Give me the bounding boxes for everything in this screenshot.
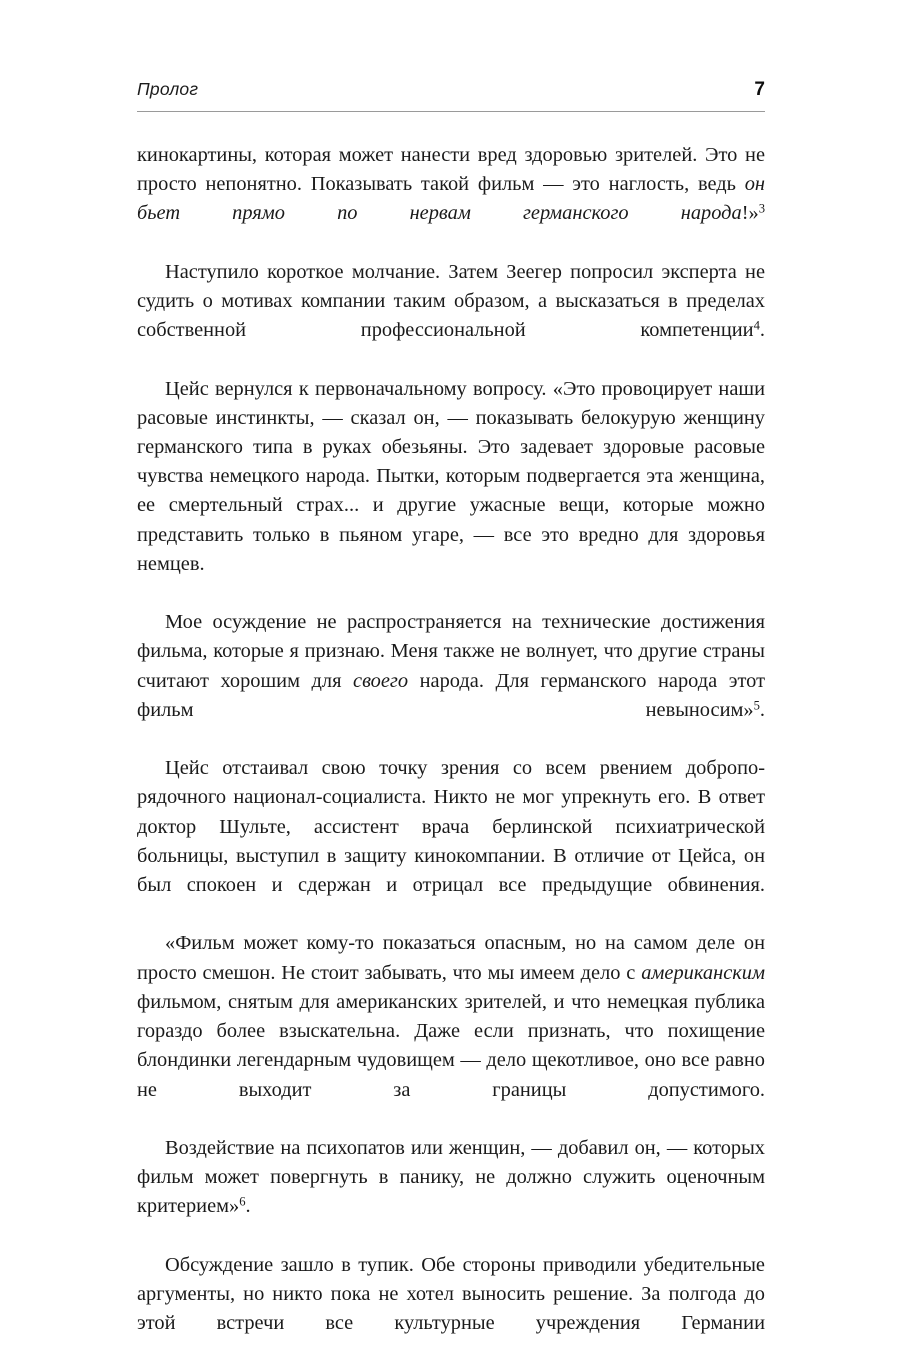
text-run: Воздействие на психопатов или женщин, — добавил он, — которых фильм может повергнуть в панику, не должно служить оценочным критерием» [137,1136,765,1218]
paragraph [137,1251,765,1368]
paragraph [137,929,765,1133]
paragraph [137,608,765,754]
paragraph [137,141,765,258]
text-run: Мое осуждение не распространяется на технические достижения фильма, которые я признаю. Меня также не волнует, что другие страны считают хорошим для [137,611,765,692]
text-run: народа. Для германского народа этот фильм невыносим» [137,669,765,721]
paragraph [137,1134,765,1251]
paragraph [137,754,765,929]
body-text-block [137,141,765,1368]
header-divider-rule [137,111,765,112]
footnote-marker: 3 [758,201,765,216]
paragraph [137,375,765,609]
text-run: !» [741,202,759,225]
text-run: . [245,1195,251,1218]
text-run: Цейс отстаивал свою точку зрения со всем рвением добропорядочного национал-социалиста. Никто не мог упрекнуть его. В ответ доктор Шульте, ассистент врача берлинской психиатрической больницы, выступил в защиту кинокомпании. В отличие от Цейса, он был спокоен и сдержан и отрицал все предыдущие обвинения. [137,757,765,897]
emphasis-text: он бьет прямо по нервам германского народа [137,173,765,225]
emphasis-text: своего [353,669,409,692]
footnote-marker: 5 [753,698,760,713]
text-run: кинокартины, которая может нанести вред здоровью зрителей. Это не просто непонятно. Показывать такой фильм — это наглость, ведь [137,144,765,196]
text-run: Наступило короткое молчание. Затем Зеегер попросил эксперта не судить о мотивах компании таким образом, а высказаться в пределах собственной профессиональной компетенции [137,260,765,342]
running-head-title: Пролог [137,79,199,99]
footnote-marker: 4 [753,318,760,333]
text-run: . [759,319,765,342]
emphasis-text: американским [641,961,765,984]
text-run: . [759,698,765,721]
text-run: Обсуждение зашло в тупик. Обе стороны приводили убедительные аргументы, но никто пока не хотел выносить решение. За полгода до этой встречи все культурные учреждения Германии [137,1253,765,1335]
text-run: фильмом, снятым для американских зрителей, и что немецкая публика гораздо более взыскательна. Даже если признать, что похищение блондинки легендарным чудовищем — дело щекотливое, оно все равно не выходит за границы допустимого. [137,990,765,1101]
text-run: «Фильм может кому-то показаться опасным, но на самом деле он просто смешон. Не стоит забывать, что мы имеем дело с [137,932,765,984]
running-head [137,80,765,99]
footnote-marker: 6 [239,1194,246,1209]
page-number: 7 [754,79,765,100]
text-run: Цейс вернулся к первоначальному вопросу. «Это провоцирует наши расовые инстинкты, — сказал он, — показывать белокурую женщину германского типа в руках обезьяны. Это задевает здоровые расовые чувства немецкого народа. Пытки, которым подвергается эта женщина, ее смертельный страх... и другие ужасные вещи, которые можно представить только в пьяном угаре, — все это вредно для здоровья немцев. [137,377,765,575]
paragraph [137,258,765,375]
